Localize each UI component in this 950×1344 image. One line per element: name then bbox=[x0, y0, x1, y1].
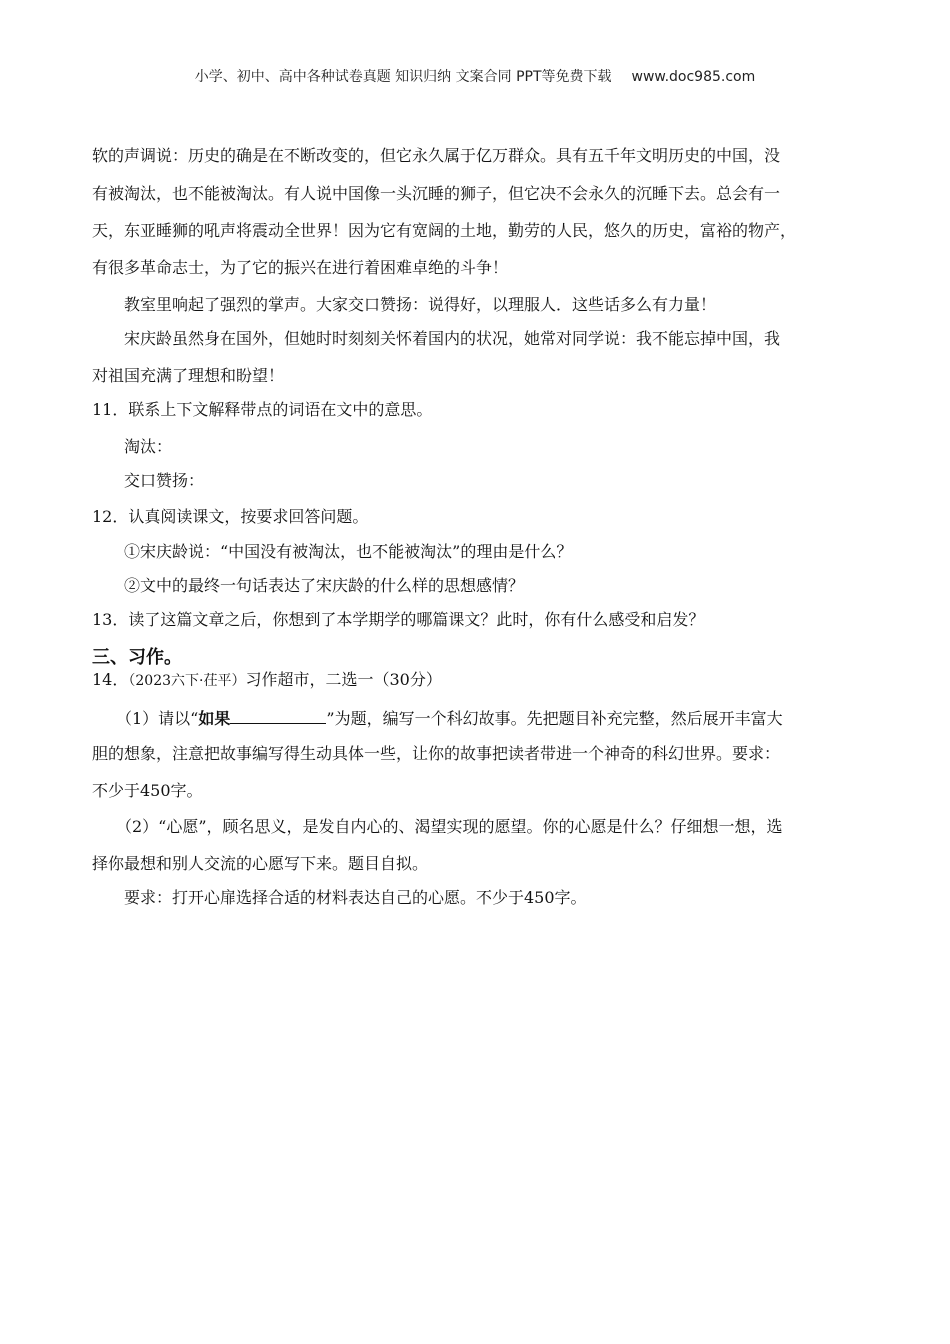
title-blank bbox=[230, 705, 326, 724]
essay-requirement: 要求：打开心扉选择合适的材料表达自己的心愿。不少于450字。 bbox=[124, 888, 587, 907]
option-prefix: （1）请以“ bbox=[116, 709, 199, 728]
question-14 bbox=[92, 668, 442, 693]
page-header bbox=[0, 66, 950, 86]
passage-paragraph-3-line-1: 宋庆龄虽然身在国外，但她时时刻刻关怀着国内的状况，她常对同学说：我不能忘掉中国，我 bbox=[124, 329, 781, 348]
question-text: 读了这篇文章之后，你想到了本学期学的哪篇课文？此时，你有什么感受和启发？ bbox=[128, 610, 705, 629]
passage-line-4: 有很多革命志士，为了它的振兴在进行着困难卓绝的斗争！ bbox=[92, 258, 509, 277]
essay-option-1-line-2: 胆的想象，注意把故事编写得生动具体一些，让你的故事把读者带进一个神奇的科幻世界。要求： bbox=[92, 744, 781, 763]
passage-line-1: 软的声调说：历史的确是在不断改变的，但它永久属于亿万群众。具有五千年文明历史的中国，没 bbox=[92, 146, 781, 165]
question-number: 14． bbox=[92, 670, 129, 689]
question-11-item-1: 淘汰： bbox=[124, 437, 173, 456]
question-number: 13． bbox=[92, 610, 129, 629]
option-suffix: ”为题，编写一个科幻故事。先把题目补充完整，然后展开丰富大 bbox=[326, 709, 783, 728]
option-title-start: 如果 bbox=[198, 709, 231, 728]
question-11 bbox=[92, 398, 432, 422]
question-11-item-2: 交口赞扬： bbox=[124, 471, 205, 490]
header-text: 小学、初中、高中各种试卷真题 知识归纳 文案合同 PPT等免费下载 bbox=[194, 69, 612, 85]
essay-option-2-line-1: （2）“心愿”，顾名思义，是发自内心的、渴望实现的愿望。你的心愿是什么？仔细想一想，选 bbox=[116, 817, 783, 836]
passage-line-2: 有被淘汰，也不能被淘汰。有人说中国像一头沉睡的狮子，但它决不会永久的沉睡下去。总会有一 bbox=[92, 184, 781, 203]
section-title: 三、习作。 bbox=[92, 647, 182, 668]
question-text: 习作超市，二选一（30分） bbox=[245, 670, 442, 689]
question-text: 认真阅读课文，按要求回答问题。 bbox=[128, 507, 369, 526]
essay-option-1-line-3: 不少于450字。 bbox=[92, 781, 203, 800]
question-source: （2023六下·茌平） bbox=[128, 673, 246, 689]
header-site: www.doc985.com bbox=[631, 69, 756, 85]
question-12-item-1: ①宋庆龄说：“中国没有被淘汰，也不能被淘汰”的理由是什么？ bbox=[124, 542, 573, 561]
question-12-item-2: ②文中的最终一句话表达了宋庆龄的什么样的思想感情？ bbox=[124, 576, 525, 595]
question-number: 12． bbox=[92, 507, 129, 526]
question-text: 联系上下文解释带点的词语在文中的意思。 bbox=[128, 400, 433, 419]
passage-line-3: 天，东亚睡狮的吼声将震动全世界！因为它有宽阔的土地，勤劳的人民，悠久的历史，富裕的物产， bbox=[92, 221, 797, 240]
passage-paragraph-2: 教室里响起了强烈的掌声。大家交口赞扬：说得好，以理服人．这些话多么有力量！ bbox=[124, 295, 717, 314]
essay-option-2-line-2: 择你最想和别人交流的心愿写下来。题目自拟。 bbox=[92, 854, 429, 873]
question-13 bbox=[92, 608, 704, 632]
question-number: 11． bbox=[92, 400, 129, 419]
passage-paragraph-3-line-2: 对祖国充满了理想和盼望！ bbox=[92, 366, 285, 385]
essay-option-1-line-1 bbox=[116, 705, 783, 731]
question-12 bbox=[92, 505, 368, 529]
